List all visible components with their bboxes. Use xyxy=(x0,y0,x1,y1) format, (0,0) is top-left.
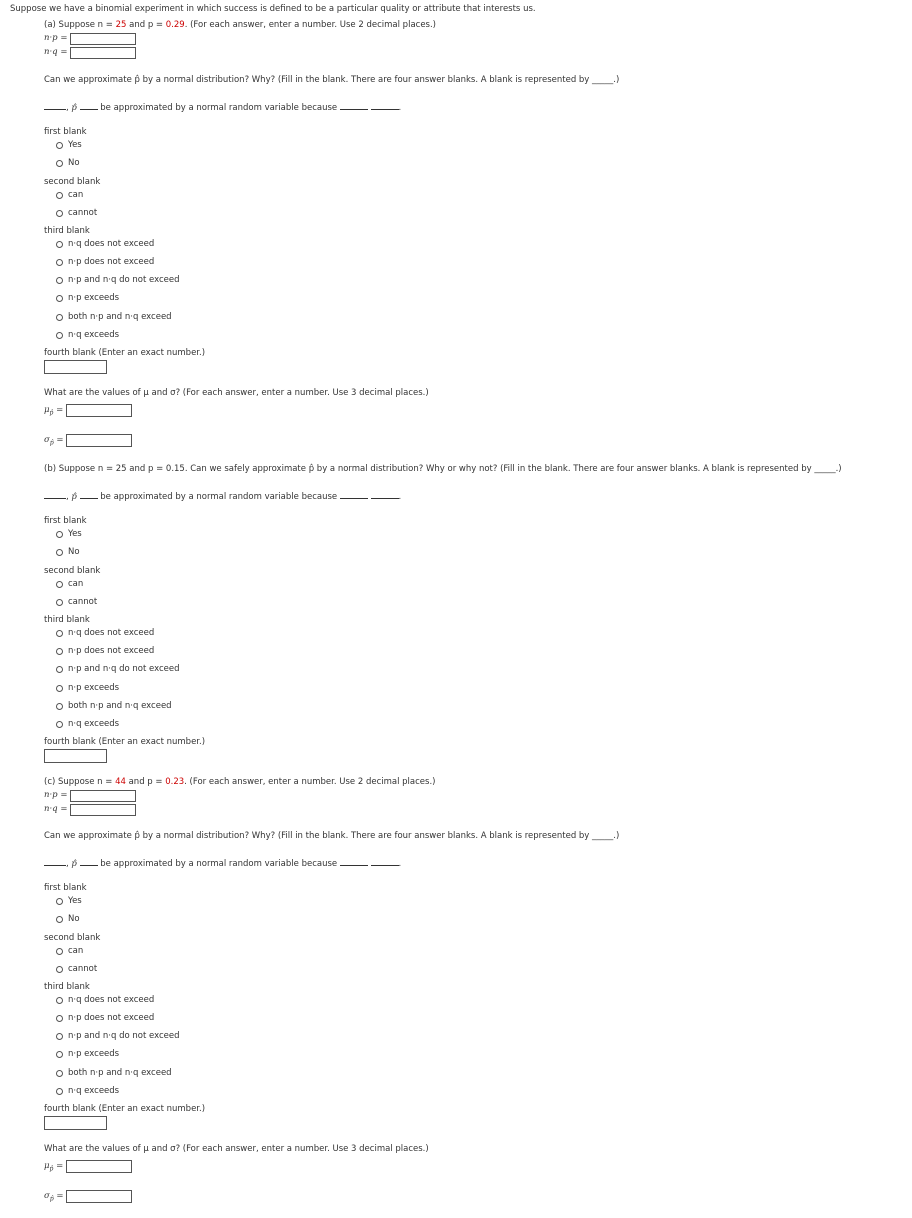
radio-nq-exceeds[interactable] xyxy=(56,332,63,339)
option-label: both n·p and n·q exceed xyxy=(68,701,172,711)
option-label: can xyxy=(68,190,84,200)
first-blank-label: first blank xyxy=(44,127,87,137)
option-label: n·p and n·q do not exceed xyxy=(68,275,180,285)
part-a-fill-sentence: , p̂ be approximated by a normal random variable because . xyxy=(44,101,401,114)
radio-np-exceeds[interactable] xyxy=(56,295,63,302)
part-c-np-input[interactable] xyxy=(70,790,136,802)
second-blank-label: second blank xyxy=(44,566,101,576)
blank-2-line xyxy=(80,857,98,866)
option-label: n·q exceeds xyxy=(68,1086,120,1096)
radio-no[interactable] xyxy=(56,916,63,923)
third-blank-label: third blank xyxy=(44,226,90,236)
part-c-fourth-blank-input[interactable] xyxy=(44,1116,107,1130)
option-label: cannot xyxy=(68,208,98,218)
np-label: n·p = xyxy=(44,33,68,43)
radio-nq-exceeds[interactable] xyxy=(56,721,63,728)
radio-yes[interactable] xyxy=(56,531,63,538)
radio-can[interactable] xyxy=(56,192,63,199)
option-label: both n·p and n·q exceed xyxy=(68,312,172,322)
radio-both-exceed[interactable] xyxy=(56,314,63,321)
part-c-fill-sentence: , p̂ be approximated by a normal random variable because . xyxy=(44,857,401,870)
fourth-blank-label: fourth blank (Enter an exact number.) xyxy=(44,1104,206,1114)
radio-cannot[interactable] xyxy=(56,966,63,973)
third-blank-label: third blank xyxy=(44,982,90,992)
radio-np-not-exceed[interactable] xyxy=(56,259,63,266)
third-blank-label: third blank xyxy=(44,615,90,625)
radio-cannot[interactable] xyxy=(56,210,63,217)
option-label: n·p does not exceed xyxy=(68,257,155,267)
part-c-p-value: 0.23 xyxy=(165,777,185,787)
radio-no[interactable] xyxy=(56,160,63,167)
option-label: cannot xyxy=(68,964,98,974)
first-blank-label: first blank xyxy=(44,516,87,526)
sigma-label: $\sigma_{p̂}$ = xyxy=(44,435,64,447)
fourth-blank-label: fourth blank (Enter an exact number.) xyxy=(44,737,206,747)
mu-label: $\mu_{p̂}$ = xyxy=(44,405,64,417)
option-label: n·q does not exceed xyxy=(68,239,155,249)
part-b-question: (b) Suppose n = 25 and p = 0.15. Can we safely approximate p̂ by a normal distribution? Why or why not? (Fill in the blank. There are four answer blanks. A blank is represented by _____.) xyxy=(44,464,842,474)
blank-4-line xyxy=(371,857,399,866)
radio-no[interactable] xyxy=(56,549,63,556)
part-c-statement: (c) Suppose n = 44 and p = 0.23. (For each answer, enter a number. Use 2 decimal places.) xyxy=(44,777,436,787)
blank-1-line xyxy=(44,490,66,499)
second-blank-label: second blank xyxy=(44,177,101,187)
radio-can[interactable] xyxy=(56,581,63,588)
part-a-nq-input[interactable] xyxy=(70,47,136,59)
blank-3-line xyxy=(340,101,368,110)
radio-np-exceeds[interactable] xyxy=(56,685,63,692)
second-blank-label: second blank xyxy=(44,933,101,943)
blank-1-line xyxy=(44,857,66,866)
option-label: n·p does not exceed xyxy=(68,646,155,656)
nq-label: n·q = xyxy=(44,47,68,57)
radio-np-not-exceed[interactable] xyxy=(56,648,63,655)
radio-nq-exceeds[interactable] xyxy=(56,1088,63,1095)
radio-np-exceeds[interactable] xyxy=(56,1051,63,1058)
intro-text: Suppose we have a binomial experiment in which success is defined to be a particular quality or attribute that interests us. xyxy=(10,4,536,14)
blank-3-line xyxy=(340,857,368,866)
radio-both-not-exceed[interactable] xyxy=(56,277,63,284)
option-label: n·q exceeds xyxy=(68,719,120,729)
radio-nq-not-exceed[interactable] xyxy=(56,241,63,248)
radio-yes[interactable] xyxy=(56,142,63,149)
part-a-statement: (a) Suppose n = 25 and p = 0.29. (For each answer, enter a number. Use 2 decimal places.) xyxy=(44,20,436,30)
option-label: Yes xyxy=(68,140,82,150)
part-a-fourth-blank-input[interactable] xyxy=(44,360,107,374)
blank-2-line xyxy=(80,490,98,499)
option-label: can xyxy=(68,579,84,589)
option-label: n·q does not exceed xyxy=(68,628,155,638)
option-label: n·p exceeds xyxy=(68,1049,120,1059)
radio-both-exceed[interactable] xyxy=(56,1070,63,1077)
option-label: both n·p and n·q exceed xyxy=(68,1068,172,1078)
option-label: cannot xyxy=(68,597,98,607)
part-a-p-value: 0.29 xyxy=(165,20,185,30)
option-label: n·q does not exceed xyxy=(68,995,155,1005)
part-b-fill-sentence: , p̂ be approximated by a normal random variable because . xyxy=(44,490,401,503)
radio-cannot[interactable] xyxy=(56,599,63,606)
radio-both-exceed[interactable] xyxy=(56,703,63,710)
part-a-musigma-question: What are the values of μ and σ? (For each answer, enter a number. Use 3 decimal places.) xyxy=(44,388,429,398)
option-label: No xyxy=(68,914,80,924)
radio-can[interactable] xyxy=(56,948,63,955)
sigma-label: $\sigma_{p̂}$ = xyxy=(44,1191,64,1203)
radio-np-not-exceed[interactable] xyxy=(56,1015,63,1022)
part-a-mu-input[interactable] xyxy=(66,404,132,417)
part-c-sigma-input[interactable] xyxy=(66,1190,132,1203)
nq-label: n·q = xyxy=(44,804,68,814)
option-label: Yes xyxy=(68,529,82,539)
fourth-blank-label: fourth blank (Enter an exact number.) xyxy=(44,348,206,358)
blank-3-line xyxy=(340,490,368,499)
part-c-musigma-question: What are the values of μ and σ? (For each answer, enter a number. Use 3 decimal places.) xyxy=(44,1144,429,1154)
first-blank-label: first blank xyxy=(44,883,87,893)
option-label: n·p and n·q do not exceed xyxy=(68,1031,180,1041)
option-label: n·p exceeds xyxy=(68,293,120,303)
option-label: Yes xyxy=(68,896,82,906)
option-label: n·p does not exceed xyxy=(68,1013,155,1023)
part-c-normal-question: Can we approximate p̂ by a normal distribution? Why? (Fill in the blank. There are four answer blanks. A blank is represented by _____.) xyxy=(44,831,620,841)
part-a-sigma-input[interactable] xyxy=(66,434,132,447)
option-label: No xyxy=(68,547,80,557)
part-a-np-input[interactable] xyxy=(70,33,136,45)
part-b-fourth-blank-input[interactable] xyxy=(44,749,107,763)
radio-yes[interactable] xyxy=(56,898,63,905)
radio-both-not-exceed[interactable] xyxy=(56,1033,63,1040)
radio-nq-not-exceed[interactable] xyxy=(56,630,63,637)
blank-4-line xyxy=(371,490,399,499)
option-label: No xyxy=(68,158,80,168)
part-a-n-value: 25 xyxy=(115,20,127,30)
option-label: n·q exceeds xyxy=(68,330,120,340)
blank-1-line xyxy=(44,101,66,110)
part-c-nq-input[interactable] xyxy=(70,804,136,816)
part-c-n-value: 44 xyxy=(115,777,126,787)
blank-2-line xyxy=(80,101,98,110)
option-label: n·p and n·q do not exceed xyxy=(68,664,180,674)
blank-4-line xyxy=(371,101,399,110)
part-a-normal-question: Can we approximate p̂ by a normal distribution? Why? (Fill in the blank. There are four answer blanks. A blank is represented by _____.) xyxy=(44,75,620,85)
option-label: can xyxy=(68,946,84,956)
radio-nq-not-exceed[interactable] xyxy=(56,997,63,1004)
part-c-mu-input[interactable] xyxy=(66,1160,132,1173)
option-label: n·p exceeds xyxy=(68,683,120,693)
radio-both-not-exceed[interactable] xyxy=(56,666,63,673)
mu-label: $\mu_{p̂}$ = xyxy=(44,1161,64,1173)
np-label: n·p = xyxy=(44,790,68,800)
